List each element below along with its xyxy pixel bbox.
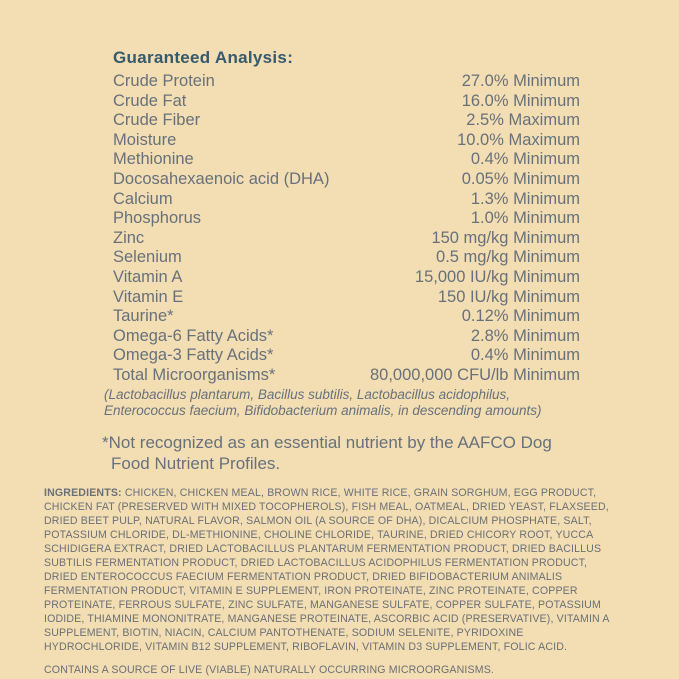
nutrient-value: 27.0% Minimum: [461, 72, 580, 90]
nutrient-value: 2.5% Maximum: [466, 111, 580, 130]
nutrient-value: 2.8% Minimum: [470, 326, 580, 345]
analysis-row: [113, 346, 580, 366]
nutrient-label: Omega-6 Fatty Acids*: [113, 326, 274, 345]
nutrient-label: Vitamin E: [113, 287, 184, 306]
analysis-row: [113, 288, 580, 308]
nutrient-value: 1.3% Minimum: [470, 189, 580, 208]
nutrient-value: 0.05% Minimum: [461, 169, 580, 188]
nutrient-value: 80,000,000 CFU/lb Minimum: [369, 365, 580, 384]
nutrient-label: Crude Protein: [113, 72, 215, 90]
nutrient-value: 150 IU/kg Minimum: [437, 287, 580, 306]
ingredients-list: CHICKEN, CHICKEN MEAL, BROWN RICE, WHITE RICE, GRAIN SORGHUM, EGG PRODUCT, CHICKEN FAT (PRESERVED WITH MIXED TOCOPHEROLS), FISH MEAL, OATMEAL, DRIED YEAST, FLAXSEED, DRIED BEET PULP, NATURAL FLAVOR, SALMON OIL (A SOURCE OF DHA), DICALCIUM PHOSPHATE, SALT, POTASSIUM CHLORIDE, DL-METHIONINE, CHOLINE CHLORIDE, TAURINE, DRIED CHICORY ROOT, YUCCA SCHIDIGERA EXTRACT, DRIED LACTOBACILLUS PLANTARUM FERMENTATION PRODUCT, DRIED BACILLUS SUBTILIS FERMENTATION PRODUCT, DRIED LACTOBACILLUS ACIDOPHILUS FERMENTATION PRODUCT, DRIED ENTEROCOCCUS FAECIUM FERMENTATION PRODUCT, DRIED BIFIDOBACTERIUM ANIMALIS FERMENTATION PRODUCT, VITAMIN E SUPPLEMENT, IRON PROTEINATE, ZINC PROTEINATE, COPPER PROTEINATE, FERROUS SULFATE, ZINC SULFATE, MANGANESE SULFATE, COPPER SULFATE, POTASSIUM IODIDE, THIAMINE MONONITRATE, MANGANESE PROTEINATE, ASCORBIC ACID (PRESERVATIVE), VITAMIN A SUPPLEMENT, BIOTIN, NIACIN, CALCIUM PANTOTHENATE, SODIUM SELENITE, PYRIDOXINE HYDROCHLORIDE, VITAMIN B12 SUPPLEMENT, RIBOFLAVIN, VITAMIN D3 SUPPLEMENT, FOLIC ACID.: [44, 487, 609, 653]
microorganisms-species-note: (Lactobacillus plantarum, Bacillus subtilis, Lactobacillus acidophilus, Enterococcus faecium, Bifidobacterium animalis, in descending amounts): [104, 386, 542, 418]
analysis-row: [113, 72, 580, 92]
analysis-row: [113, 209, 580, 229]
ingredients-label: INGREDIENTS:: [44, 487, 122, 499]
analysis-row: [113, 150, 580, 170]
nutrient-label: Zinc: [113, 228, 145, 247]
nutrient-label: Total Microorganisms*: [113, 365, 276, 384]
analysis-row: [113, 229, 580, 249]
analysis-table: [113, 72, 580, 386]
nutrient-label: Calcium: [113, 189, 173, 208]
nutrient-label: Docosahexaenoic acid (DHA): [113, 169, 330, 188]
analysis-row: [113, 327, 580, 347]
nutrient-label: Methionine: [113, 150, 194, 169]
nutrient-label: Phosphorus: [113, 209, 202, 228]
nutrient-value: 0.5 mg/kg Minimum: [436, 248, 580, 267]
nutrient-label: Selenium: [113, 248, 182, 267]
contains-microorganisms-note: CONTAINS A SOURCE OF LIVE (VIABLE) NATURALLY OCCURRING MICROORGANISMS.: [44, 664, 495, 676]
nutrient-value: 0.12% Minimum: [461, 307, 580, 326]
nutrient-label: Omega-3 Fatty Acids*: [113, 346, 274, 365]
nutrient-value: 16.0% Minimum: [461, 91, 580, 110]
nutrient-value: 10.0% Maximum: [457, 130, 580, 149]
analysis-row: [113, 92, 580, 112]
nutrient-label: Moisture: [113, 130, 177, 149]
nutrient-value: 150 mg/kg Minimum: [431, 228, 580, 247]
analysis-row: [113, 190, 580, 210]
nutrient-label: Crude Fiber: [113, 111, 201, 130]
nutrient-value: 0.4% Minimum: [470, 346, 580, 365]
analysis-row: [113, 131, 580, 151]
analysis-row: [113, 268, 580, 288]
nutrient-label: Vitamin A: [113, 267, 183, 286]
nutrient-value: 1.0% Minimum: [470, 209, 580, 228]
analysis-row: [113, 248, 580, 268]
nutrient-label: Crude Fat: [113, 91, 187, 110]
analysis-row: [113, 170, 580, 190]
nutrient-label: Taurine*: [113, 307, 174, 326]
analysis-row: [113, 307, 580, 327]
analysis-row: [113, 366, 580, 386]
nutrient-value: 15,000 IU/kg Minimum: [414, 267, 580, 286]
aafco-footnote: *Not recognized as an essential nutrient by the AAFCO Dog Food Nutrient Profiles.: [102, 432, 552, 473]
guaranteed-analysis-section: [102, 46, 580, 475]
analysis-row: [113, 111, 580, 131]
nutrient-value: 0.4% Minimum: [470, 150, 580, 169]
ingredients-section: [44, 486, 622, 677]
guaranteed-analysis-heading: Guaranteed Analysis:: [113, 48, 294, 67]
ingredients-paragraph: [44, 486, 622, 654]
